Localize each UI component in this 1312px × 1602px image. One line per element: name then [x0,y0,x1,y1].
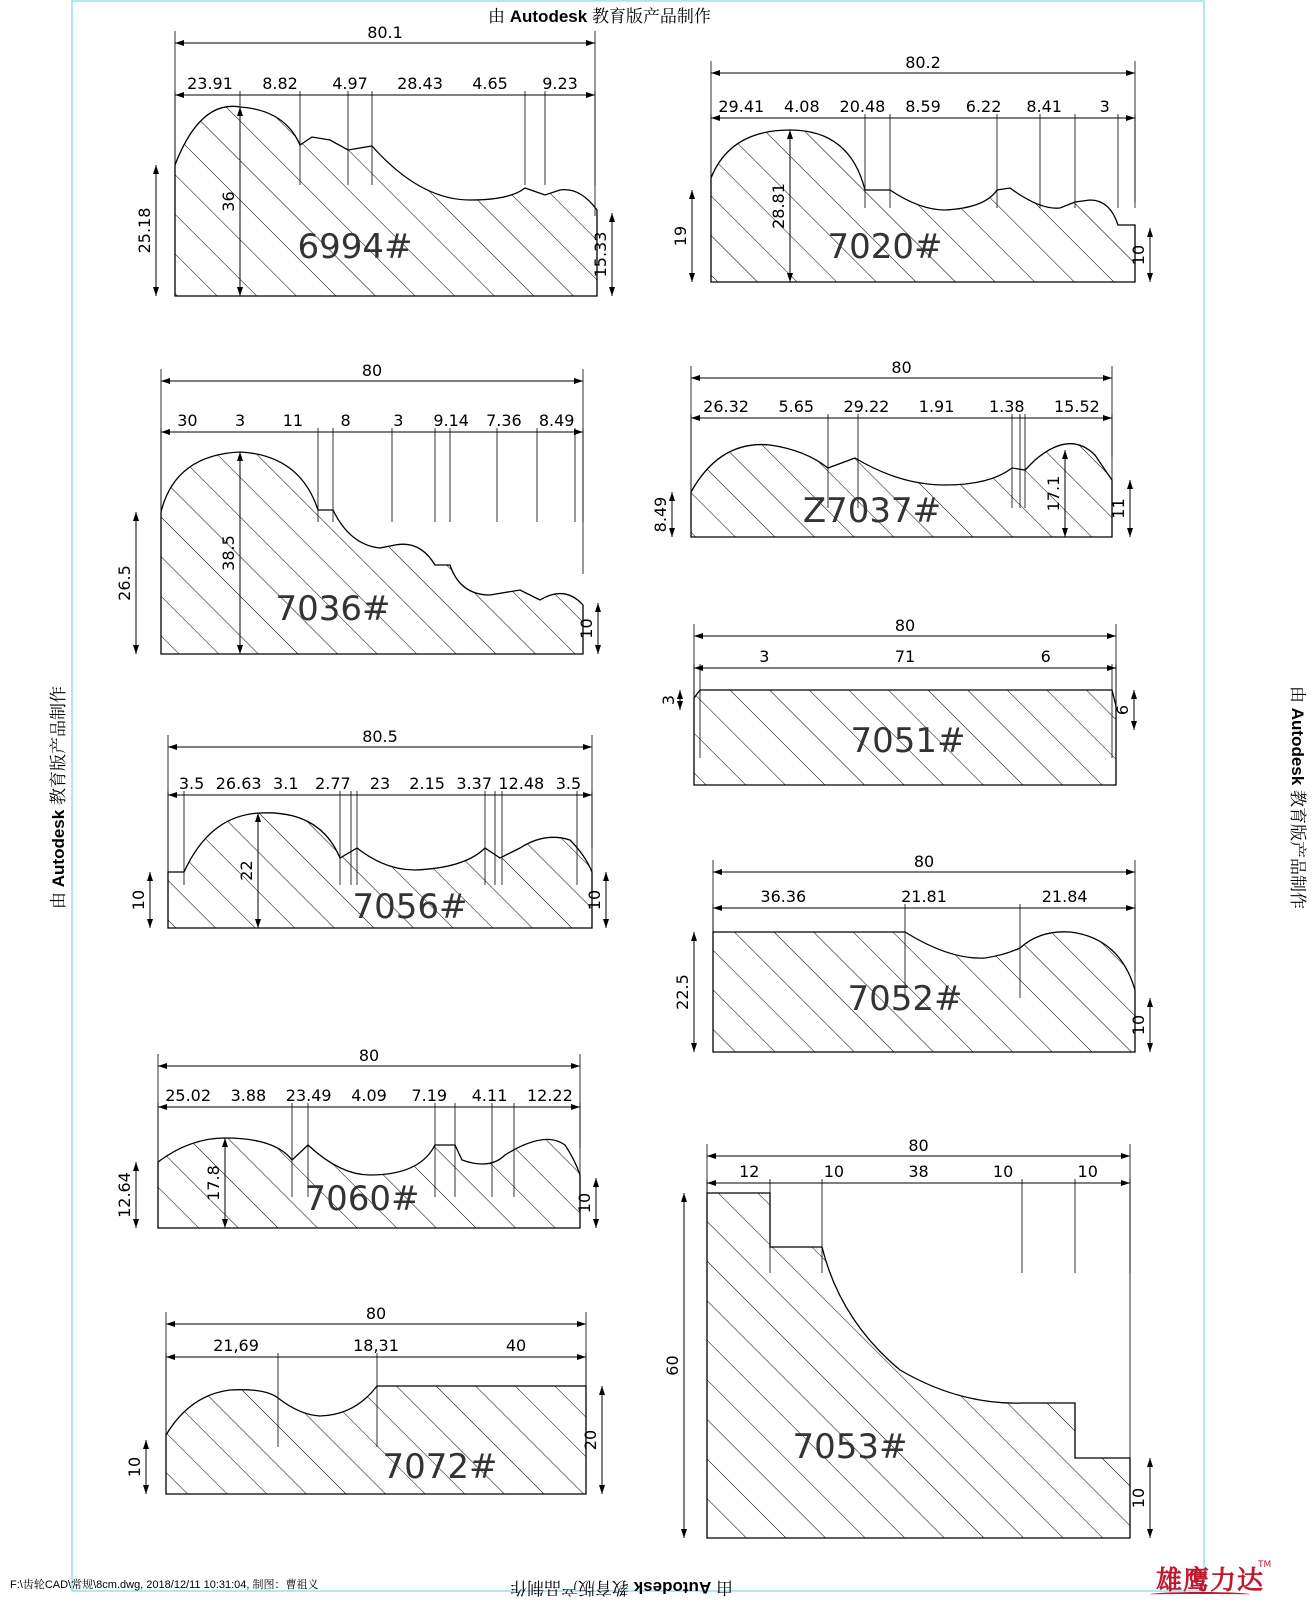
side-dim-7060-1: 17.8 [204,1165,223,1201]
sub-dim-7060-6: 12.22 [526,1086,573,1105]
side-dim-7072-1: 20 [581,1429,600,1451]
side-dim-7051-0: 3 [659,694,678,706]
profile-label-7072: 7072# [382,1447,498,1487]
brand-logo: 雄鹰力达 [1156,1566,1265,1596]
sub-dim-7036-7: 8.49 [538,411,575,430]
sub-dim-7056-4: 23 [369,774,391,793]
sub-dim-7036-3: 8 [340,411,351,430]
overall-width-7052: 80 [913,852,935,871]
side-dim-6994-1: 36 [219,191,238,212]
profile-label-6994: 6994# [297,227,413,267]
profile-section-7053 [707,1193,1130,1538]
side-dim-7020-2: 10 [1129,244,1148,266]
sub-dim-7060-3: 4.09 [351,1086,387,1105]
sub-dim-7060-5: 4.11 [471,1086,508,1105]
side-dim-7051-1: 6 [1113,704,1132,716]
profile-label-7053: 7053# [792,1427,908,1467]
profile-section-6994 [175,106,597,296]
sub-dim-7020-6: 3 [1099,97,1110,116]
overall-width-6994: 80.1 [367,23,403,42]
side-dim-7060-0: 12.64 [115,1172,134,1218]
sub-dim-Z7037-4: 1.38 [988,397,1025,416]
overall-width-7036: 80 [361,361,383,380]
side-dim-Z7037-1: 17.1 [1044,475,1063,512]
sub-dim-7036-4: 3 [393,411,404,430]
side-dim-7053-1: 10 [1129,1487,1148,1509]
sub-dim-6994-2: 4.97 [332,74,368,93]
sub-dim-7051-1: 71 [894,647,916,666]
sub-dim-7036-2: 11 [282,411,304,430]
sub-dim-7052-0: 36.36 [760,887,807,906]
profile-label-7052: 7052# [847,979,963,1019]
overall-width-7056: 80.5 [362,727,398,746]
sub-dim-7020-4: 6.22 [965,97,1002,116]
profile-label-Z7037: Z7037# [802,491,942,531]
side-dim-7056-1: 22 [237,860,256,881]
side-dim-7036-2: 10 [577,618,596,639]
overall-width-7020: 80.2 [905,53,941,72]
sub-dim-6994-0: 23.91 [187,74,233,93]
sub-dim-7072-1: 18,31 [353,1336,399,1355]
profile-7060 [115,1046,599,1228]
side-dim-Z7037-0: 8.49 [651,496,670,533]
sub-dim-7020-1: 4.08 [784,97,820,116]
profile-7072 [125,1304,605,1494]
sub-dim-6994-3: 28.43 [397,74,443,93]
watermark-top: 由 Autodesk 教育版产品制作 [488,7,711,26]
side-dim-7020-1: 28.81 [769,183,788,229]
sub-dim-7036-1: 3 [235,411,246,430]
sub-dim-7052-1: 21.81 [901,887,947,906]
profile-7036 [115,361,601,654]
logo-swoosh-icon [1150,1592,1250,1597]
profile-label-7060: 7060# [304,1179,420,1219]
side-dim-6994-0: 25.18 [135,207,154,254]
sub-dim-6994-1: 8.82 [262,74,298,93]
sub-dim-7053-0: 12 [739,1162,760,1181]
sub-dim-7020-2: 20.48 [839,97,886,116]
sub-dim-7072-0: 21,69 [213,1336,259,1355]
side-dim-7056-2: 10 [585,889,604,911]
overall-width-7072: 80 [365,1304,387,1323]
sub-dim-7053-2: 38 [908,1162,929,1181]
side-dim-6994-2: 15.33 [591,231,610,278]
sub-dim-7056-7: 12.48 [498,774,545,793]
sub-dim-7052-2: 21.84 [1041,887,1088,906]
overall-width-7060: 80 [358,1046,380,1065]
sub-dim-7053-1: 10 [823,1162,845,1181]
sub-dim-7056-8: 3.5 [555,774,582,793]
sub-dim-7060-2: 23.49 [285,1086,332,1105]
sub-dim-7056-5: 2.15 [409,774,445,793]
sub-dim-7036-5: 9.14 [433,411,469,430]
sub-dim-Z7037-1: 5.65 [778,397,815,416]
side-dim-7036-1: 38.5 [219,535,238,571]
sub-dim-7036-6: 7.36 [486,411,522,430]
profile-7051 [659,616,1137,785]
side-dim-7056-0: 10 [129,889,148,911]
sub-dim-6994-5: 9.23 [542,74,578,93]
sub-dim-7056-1: 26.63 [215,774,262,793]
profile-Z7037 [651,358,1133,537]
sub-dim-Z7037-3: 1.91 [918,397,955,416]
trademark-mark: TM [1258,1560,1272,1570]
side-dim-7053-0: 60 [663,1355,682,1376]
side-dim-7052-0: 22.5 [673,974,692,1010]
side-dim-7072-0: 10 [125,1456,144,1478]
sub-dim-7051-2: 6 [1040,647,1051,666]
sub-dim-6994-4: 4.65 [472,74,508,93]
side-dim-7060-2: 10 [575,1192,594,1214]
side-dim-7020-0: 19 [671,225,690,247]
profile-label-7036: 7036# [275,589,391,629]
profile-6994 [135,23,615,296]
sub-dim-7020-0: 29.41 [718,97,765,116]
sub-dim-7056-0: 3.5 [178,774,205,793]
watermark-bottom: 由 Autodesk 教育版产品制作 [510,1578,733,1597]
watermark-right: 由 Autodesk 教育版产品制作 [1287,686,1307,909]
overall-width-7053: 80 [908,1136,929,1155]
overall-width-7051: 80 [894,616,916,635]
side-dim-7036-0: 26.5 [115,565,134,601]
profile-label-7056: 7056# [352,887,468,927]
sub-dim-Z7037-0: 26.32 [703,397,749,416]
sub-dim-7060-0: 25.02 [165,1086,212,1105]
sub-dim-7060-1: 3.88 [230,1086,267,1105]
profile-section-7072 [166,1386,586,1494]
side-dim-7052-1: 10 [1129,1014,1148,1036]
sub-dim-7056-6: 3.37 [456,774,493,793]
profile-7052 [673,852,1153,1052]
sub-dim-7053-4: 10 [1077,1162,1098,1181]
sub-dim-Z7037-5: 15.52 [1054,397,1100,416]
sub-dim-7020-3: 8.59 [905,97,941,116]
file-path-footer: F:\齿轮CAD\常规\8cm.dwg, 2018/12/11 10:31:04, 制图：曹祖义 [10,1579,319,1591]
sub-dim-7020-5: 8.41 [1026,97,1062,116]
profile-7056 [129,727,609,928]
watermark-left: 由 Autodesk 教育版产品制作 [48,686,68,909]
side-dim-Z7037-2: 11 [1109,498,1128,519]
profile-label-7020: 7020# [827,227,943,267]
sub-dim-7036-0: 30 [177,411,198,430]
sub-dim-7053-3: 10 [992,1162,1014,1181]
sub-dim-Z7037-2: 29.22 [843,397,890,416]
sub-dim-7051-0: 3 [759,647,770,666]
overall-width-Z7037: 80 [891,358,912,377]
sub-dim-7056-2: 3.1 [273,774,299,793]
sub-dim-7072-2: 40 [505,1336,527,1355]
profiles-layer [115,23,1153,1538]
profile-label-7051: 7051# [850,721,966,761]
sub-dim-7060-4: 7.19 [411,1086,448,1105]
profile-7020 [671,53,1153,282]
sub-dim-7056-3: 2.77 [315,774,351,793]
profile-7053 [663,1136,1153,1538]
